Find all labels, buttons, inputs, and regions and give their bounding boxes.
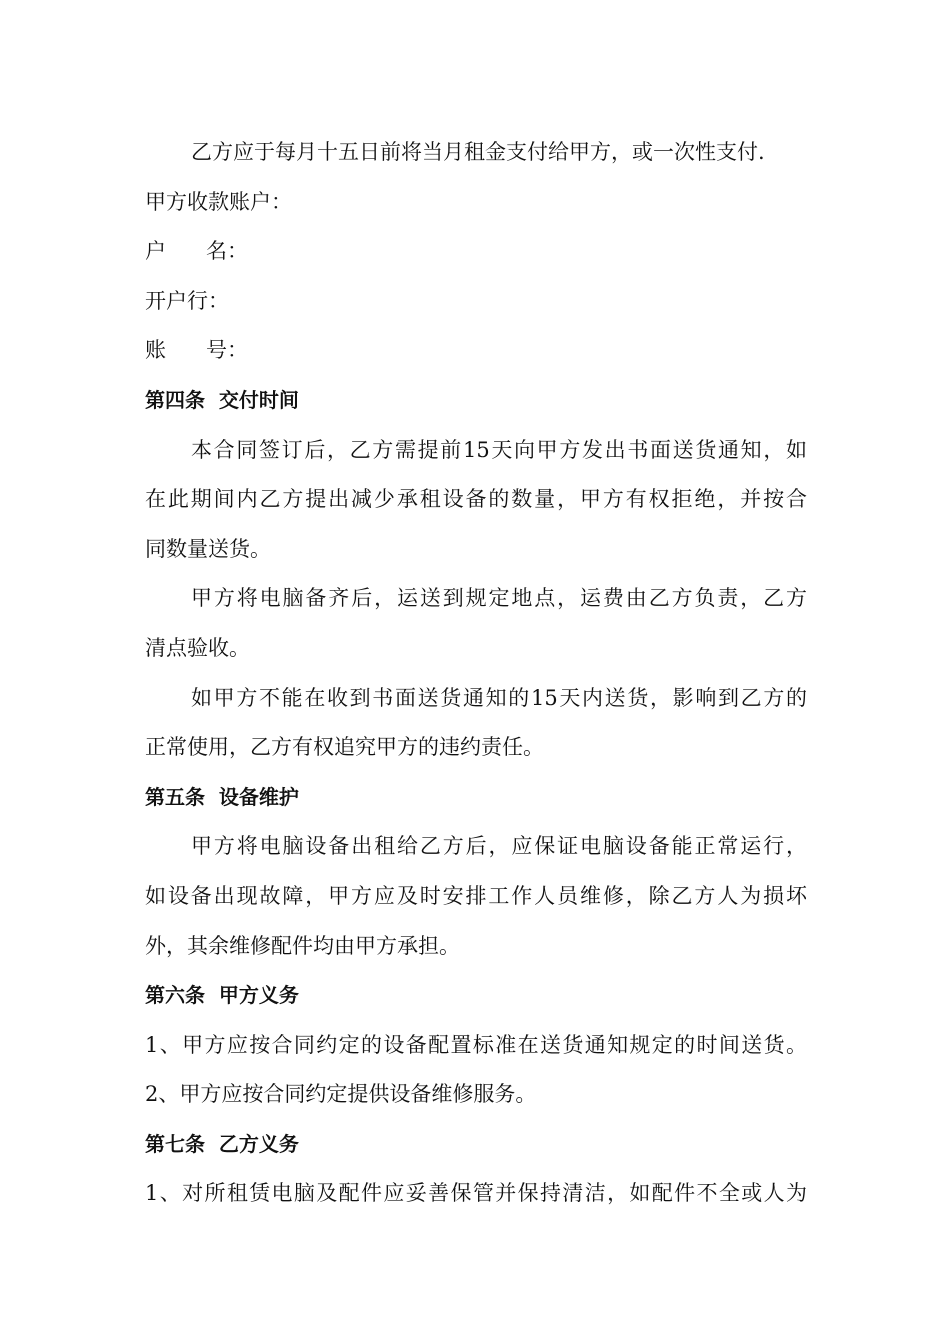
paragraph-line: 甲方收款账户： xyxy=(145,189,292,214)
account-bank-label: 开户行： xyxy=(145,288,229,313)
paragraph-line: 外，其余维修配件均由甲方承担。 xyxy=(145,933,460,958)
paragraph-line: 在此期间内乙方提出减少承租设备的数量，甲方有权拒绝，并按合 xyxy=(145,487,807,512)
section-heading-7: 第七条 乙方义务 xyxy=(145,1131,299,1156)
paragraph-line: 正常使用，乙方有权追究甲方的违约责任。 xyxy=(145,735,544,760)
section-heading-4: 第四条 交付时间 xyxy=(145,387,299,412)
paragraph-line: 乙方应于每月十五日前将当月租金支付给甲方，或一次性支付. xyxy=(191,140,765,164)
paragraph-line: 清点验收。 xyxy=(145,635,250,660)
paragraph-line: 甲方将电脑设备出租给乙方后，应保证电脑设备能正常运行， xyxy=(191,834,807,859)
account-name-label: 户 名： xyxy=(145,239,249,264)
paragraph-line: 同数量送货。 xyxy=(145,536,271,561)
section-heading-5: 第五条 设备维护 xyxy=(145,784,299,809)
account-number-label: 账 号： xyxy=(145,338,249,363)
document-body xyxy=(145,128,807,1219)
list-item: 1、甲方应按合同约定的设备配置标准在送货通知规定的时间送货。 xyxy=(145,1032,807,1057)
list-item: 2、甲方应按合同约定提供设备维修服务。 xyxy=(145,1082,537,1107)
section-heading-6: 第六条 甲方义务 xyxy=(145,983,299,1008)
paragraph-line: 本合同签订后，乙方需提前15天向甲方发出书面送货通知，如 xyxy=(191,437,807,462)
paragraph-line: 如甲方不能在收到书面送货通知的15天内送货，影响到乙方的 xyxy=(191,685,807,710)
paragraph-line: 甲方将电脑备齐后，运送到规定地点，运费由乙方负责，乙方 xyxy=(191,586,807,611)
paragraph-line: 如设备出现故障，甲方应及时安排工作人员维修，除乙方人为损坏 xyxy=(145,883,807,908)
list-item: 1、对所租赁电脑及配件应妥善保管并保持清洁，如配件不全或人为 xyxy=(145,1181,807,1206)
